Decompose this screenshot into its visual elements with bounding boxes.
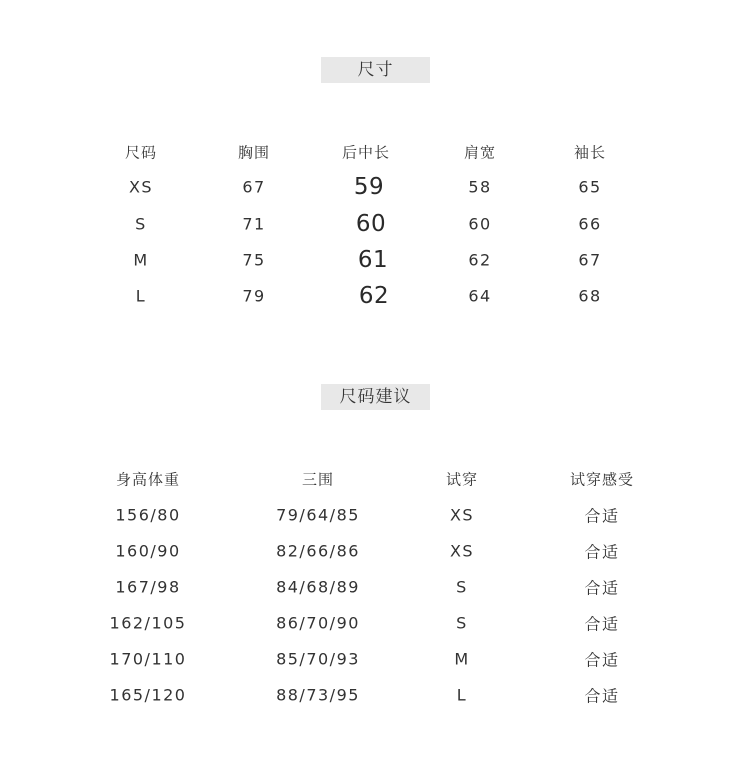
column-header: 尺码 [124, 143, 158, 162]
table-cell: 58 [468, 177, 492, 197]
column-header: 试穿感受 [569, 470, 635, 489]
table-cell: M [454, 649, 470, 669]
table-cell: S [456, 577, 468, 597]
table-cell: 62 [358, 283, 390, 309]
table-cell: 60 [355, 211, 387, 237]
table-cell: 165/120 [109, 685, 187, 705]
column-header: 身高体重 [115, 470, 181, 489]
table-cell: 合适 [584, 578, 620, 598]
table-cell: 65 [578, 177, 602, 197]
table-cell: 合适 [584, 650, 620, 670]
column-header: 肩宽 [463, 143, 497, 162]
table-cell: 79 [242, 286, 266, 306]
table-cell: L [135, 286, 147, 306]
table-cell: 66 [578, 214, 602, 234]
table-cell: 71 [242, 214, 266, 234]
table-cell: 167/98 [115, 577, 181, 597]
column-header: 三围 [301, 470, 335, 489]
table-cell: 62 [468, 250, 492, 270]
table-cell: 合适 [584, 542, 620, 562]
table-cell: 170/110 [109, 649, 187, 669]
table-cell: 64 [468, 286, 492, 306]
table-cell: XS [128, 177, 154, 197]
table-cell: 合适 [584, 686, 620, 706]
table-cell: 合适 [584, 506, 620, 526]
table-cell: M [133, 250, 149, 270]
column-header: 袖长 [573, 143, 607, 162]
table-cell: 156/80 [115, 505, 181, 525]
table-cell: S [456, 613, 468, 633]
table-cell: 67 [578, 250, 602, 270]
table-cell: L [456, 685, 468, 705]
table-cell: 59 [353, 174, 385, 200]
table-cell: 60 [468, 214, 492, 234]
table-cell: XS [449, 541, 475, 561]
table-cell: XS [449, 505, 475, 525]
table-cell: 合适 [584, 614, 620, 634]
table-cell: 68 [578, 286, 602, 306]
column-header: 胸围 [237, 143, 271, 162]
table-cell: 67 [242, 177, 266, 197]
table-cell: 86/70/90 [276, 613, 360, 633]
column-header: 后中长 [341, 143, 391, 162]
column-header: 试穿 [445, 470, 479, 489]
size-section-title: 尺寸 [321, 57, 430, 83]
table-cell: 82/66/86 [276, 541, 360, 561]
recommendation-section-title: 尺码建议 [321, 384, 430, 410]
table-cell: 75 [242, 250, 266, 270]
table-cell: S [135, 214, 147, 234]
table-cell: 88/73/95 [276, 685, 360, 705]
table-cell: 85/70/93 [276, 649, 360, 669]
table-cell: 162/105 [109, 613, 187, 633]
table-cell: 84/68/89 [276, 577, 360, 597]
table-cell: 61 [357, 247, 389, 273]
table-cell: 79/64/85 [276, 505, 360, 525]
table-cell: 160/90 [115, 541, 181, 561]
